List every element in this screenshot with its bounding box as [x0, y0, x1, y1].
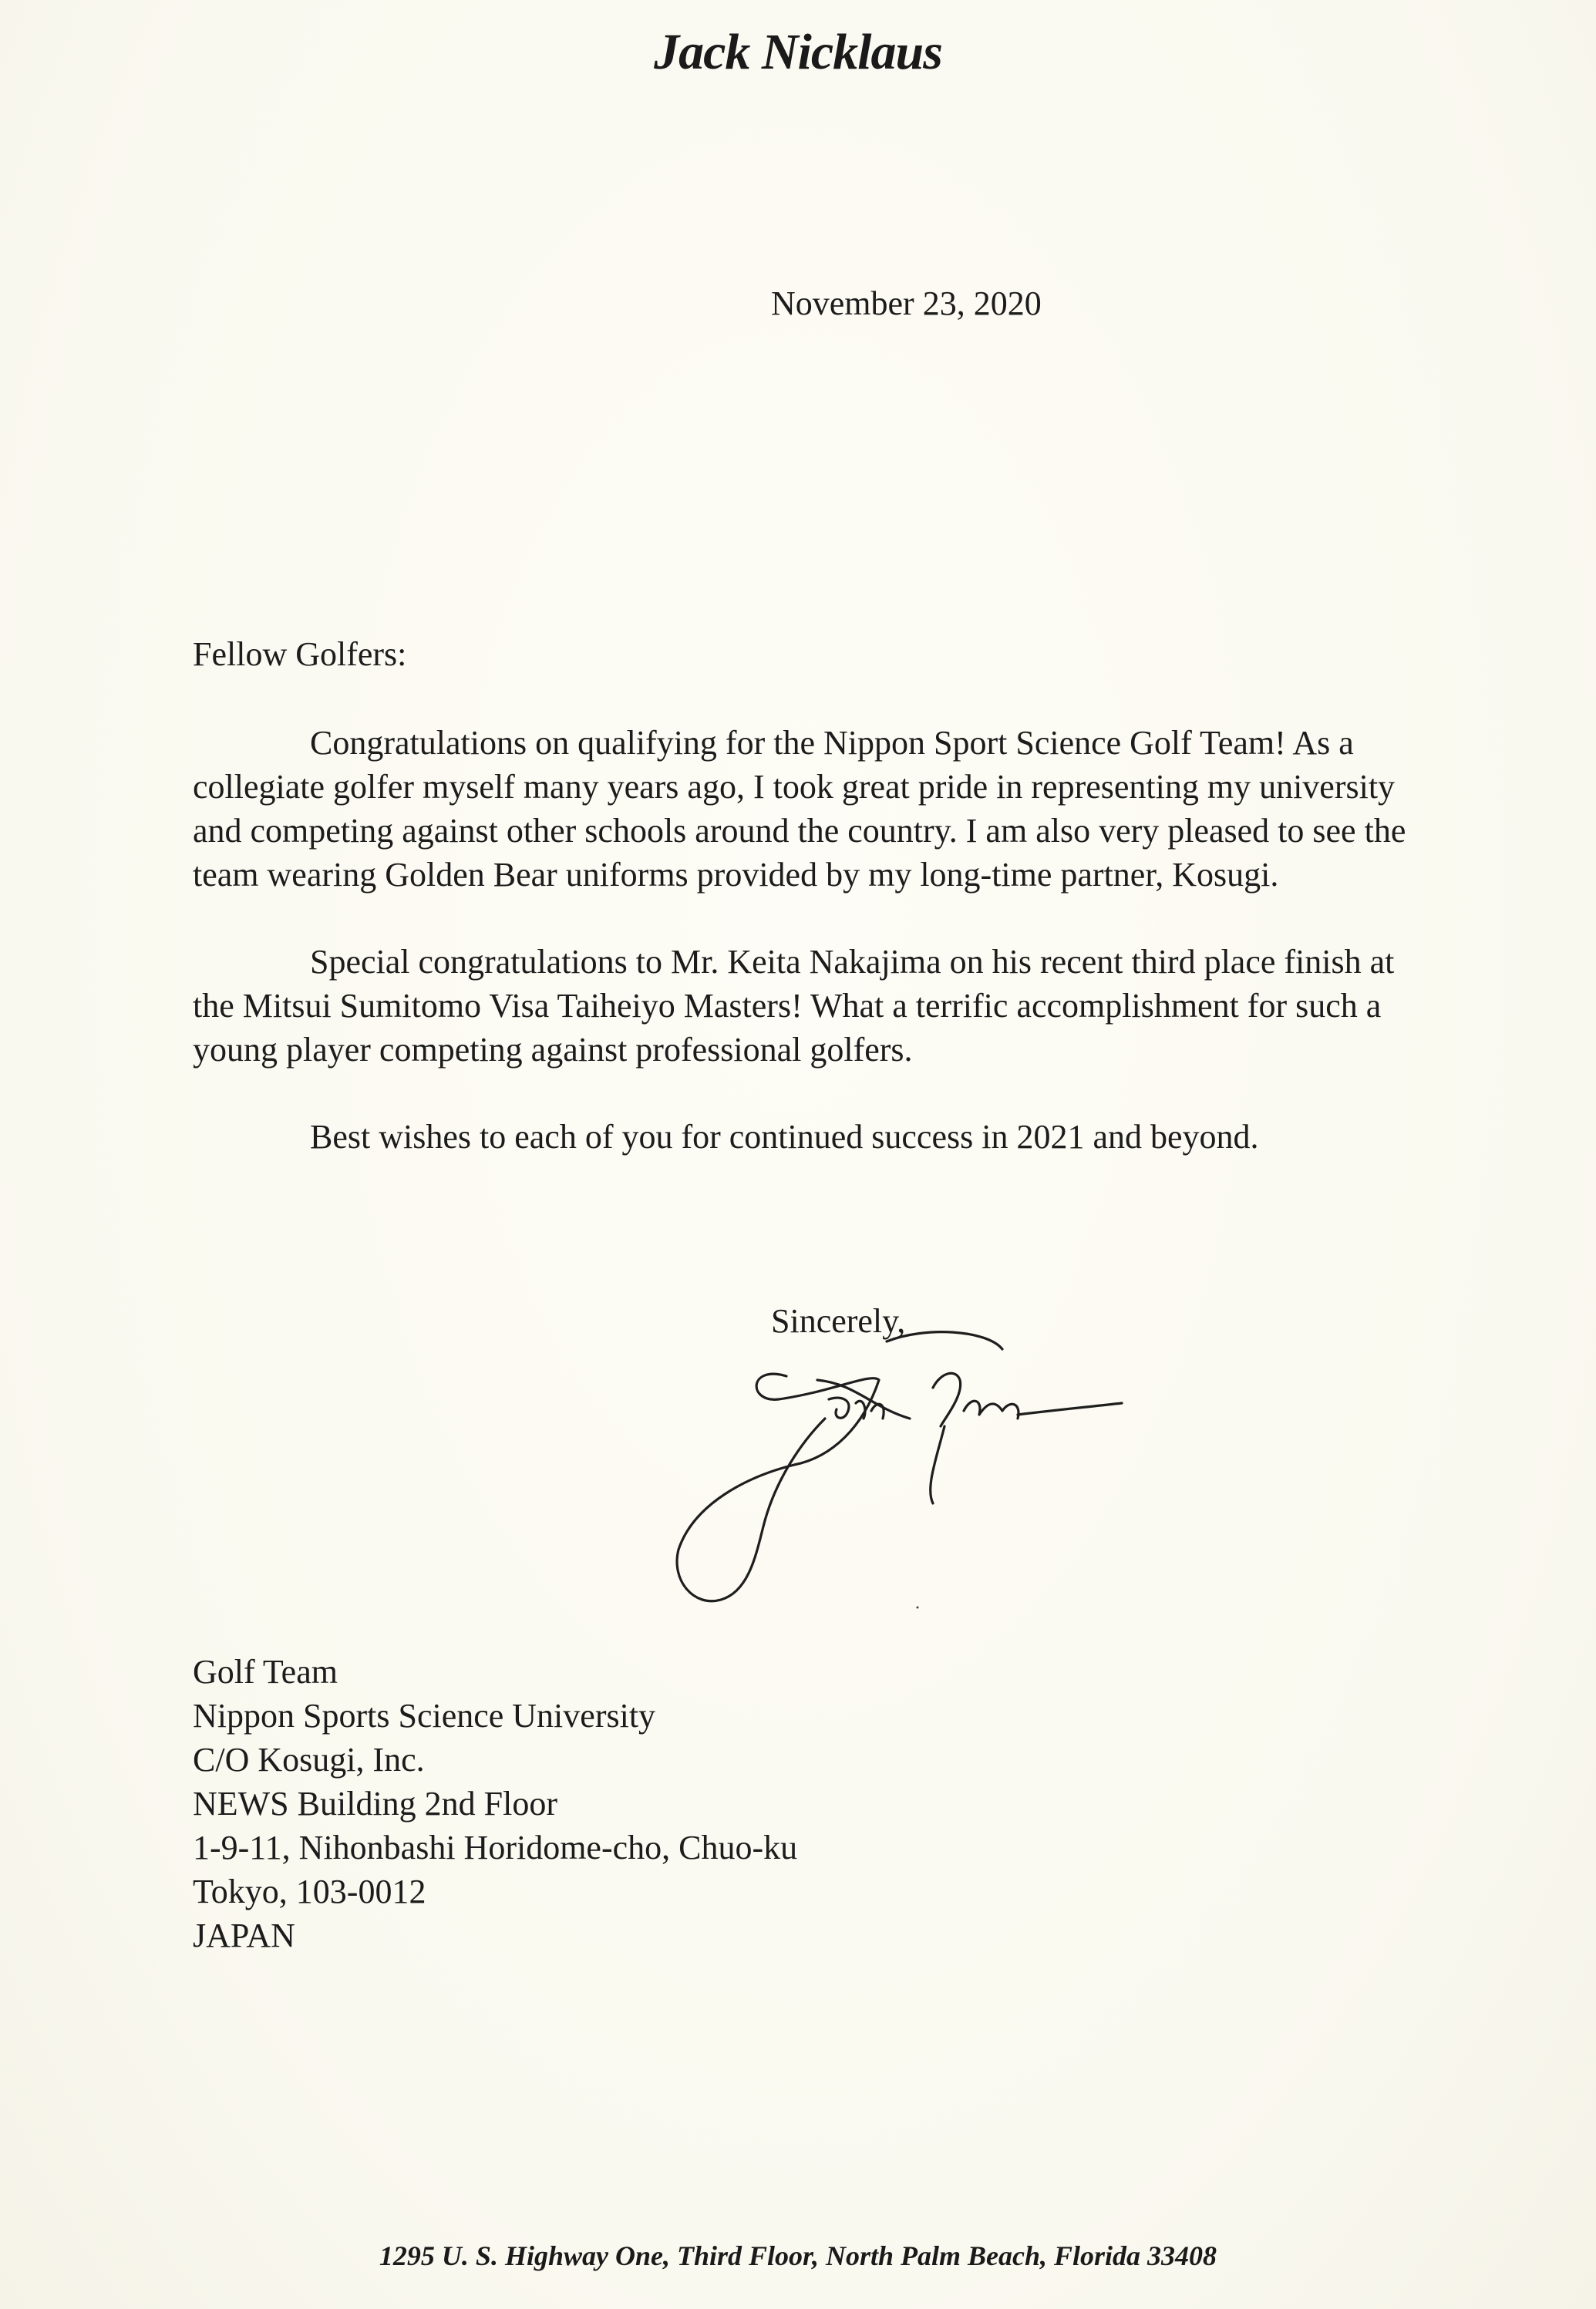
letter-body: [193, 721, 1426, 1202]
recipient-address: [193, 1650, 797, 1957]
address-line: 1-9-11, Nihonbashi Horidome-cho, Chuo-ku: [193, 1829, 798, 1866]
letterhead-name: Jack Nicklaus: [654, 24, 942, 80]
address-line: C/O Kosugi, Inc.: [193, 1741, 425, 1779]
address-line: Tokyo, 103-0012: [193, 1873, 426, 1910]
address-line: NEWS Building 2nd Floor: [193, 1785, 558, 1823]
closing: Sincerely,: [771, 1302, 906, 1340]
address-line: Nippon Sports Science University: [193, 1697, 656, 1735]
signature-icon: [632, 1303, 1126, 1611]
address-line: Golf Team: [193, 1653, 338, 1691]
paragraph-congratulations: Congratulations on qualifying for the Nippon Sport Science Golf Team! As a collegiate golfer myself many years ago, I took great pride in representing my university and competing against other schools around the country. I am also very pleased to see the team wearing Golden Bear uniforms provided by my long-time partner, Kosugi.: [193, 724, 1406, 894]
paragraph-special-congratulations: Special congratulations to Mr. Keita Nakajima on his recent third place finish at the Mitsui Sumitomo Visa Taiheiyo Masters! What a terrific accomplishment for such a young player competing against professional golfers.: [193, 943, 1395, 1069]
letter-date: November 23, 2020: [771, 284, 1042, 322]
letterhead-footer-address: 1295 U. S. Highway One, Third Floor, North Palm Beach, Florida 33408: [379, 2240, 1217, 2271]
paragraph-best-wishes: Best wishes to each of you for continued success in 2021 and beyond.: [310, 1118, 1259, 1156]
salutation: Fellow Golfers:: [193, 635, 407, 673]
address-line: JAPAN: [193, 1917, 295, 1954]
